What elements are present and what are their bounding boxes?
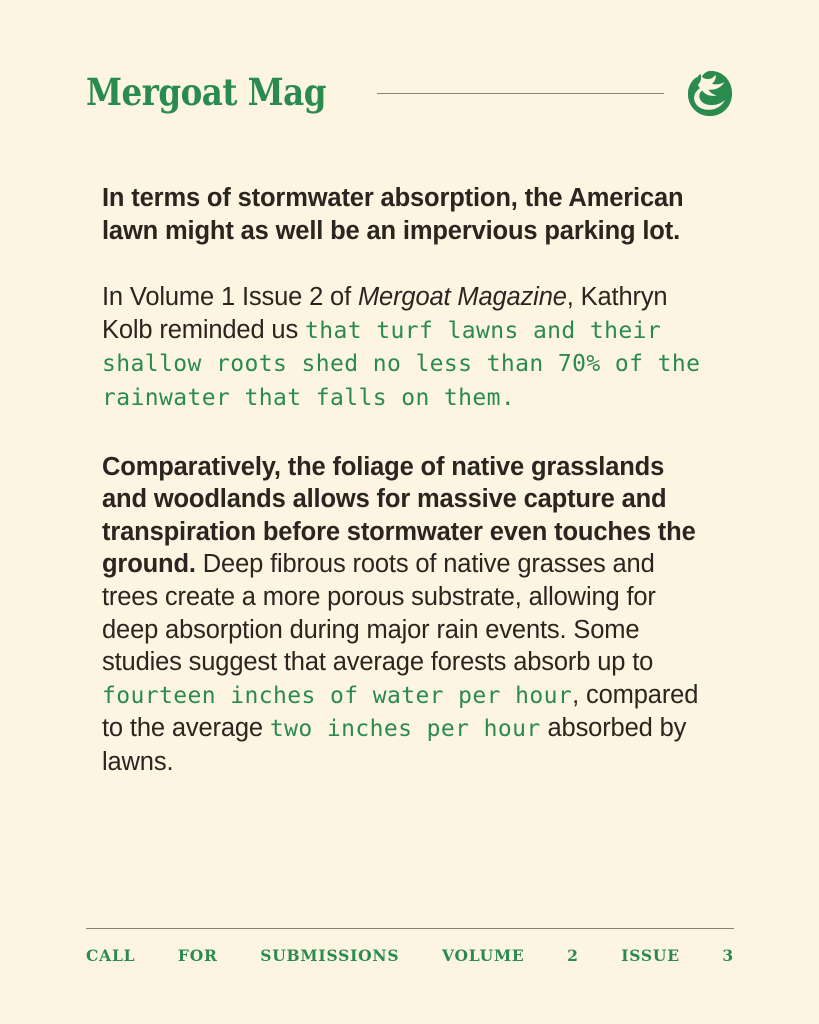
article-paragraph-2	[102, 281, 702, 414]
footer-item-issue-number: 3	[722, 946, 734, 965]
header-divider	[377, 93, 664, 94]
paragraph-2-text-part-2: , Kathryn Kolb reminded us	[102, 283, 668, 344]
footer-item-for[interactable]: FOR	[177, 946, 218, 965]
paragraph-3-bold-lead: Comparatively, the foliage of native grasslands and woodlands allows for massive capture and transpiration before stormwater even touches the ground.	[102, 452, 696, 579]
mergoat-goat-head-icon[interactable]	[686, 67, 734, 119]
paragraph-3-text-part-3: absorbed by lawns.	[102, 714, 687, 776]
footer-item-submissions[interactable]: SUBMISSIONS	[260, 946, 400, 965]
forest-absorption-stat: fourteen inches of water per hour	[102, 682, 573, 709]
footer-divider	[86, 928, 734, 929]
footer-item-call[interactable]: CALL	[86, 946, 136, 965]
masthead	[86, 57, 734, 129]
lawn-absorption-stat: two inches per hour	[269, 716, 541, 743]
page-footer	[86, 928, 734, 965]
magazine-title-italic: Mergoat Magazine	[357, 283, 567, 312]
article-lede: In terms of stormwater absorption, the American lawn might as well be an impervious parking lot.	[102, 184, 684, 245]
footer-item-volume: VOLUME	[441, 946, 525, 965]
footer-items	[86, 946, 734, 965]
article-paragraph-3	[102, 451, 702, 779]
article-content	[102, 182, 702, 779]
paragraph-2-text-part-1: In Volume 1 Issue 2 of	[102, 283, 358, 312]
footer-item-volume-number: 2	[567, 946, 579, 965]
mergoat-mag-wordmark[interactable]: Mergoat Mag	[86, 69, 326, 114]
paragraph-3-text-part-1: Deep fibrous roots of native grasses and trees create a more porous substrate, allowing for deep absorption during major rain events. Some studies suggest that average forests absorb up to	[102, 550, 656, 677]
footer-item-issue: ISSUE	[621, 946, 680, 965]
paragraph-3-text-part-2: , compared to the average	[102, 680, 699, 743]
kolb-quote-monospace: that turf lawns and their shallow roots shed no less than 70% of the rainwater that falls on them.	[102, 317, 701, 411]
